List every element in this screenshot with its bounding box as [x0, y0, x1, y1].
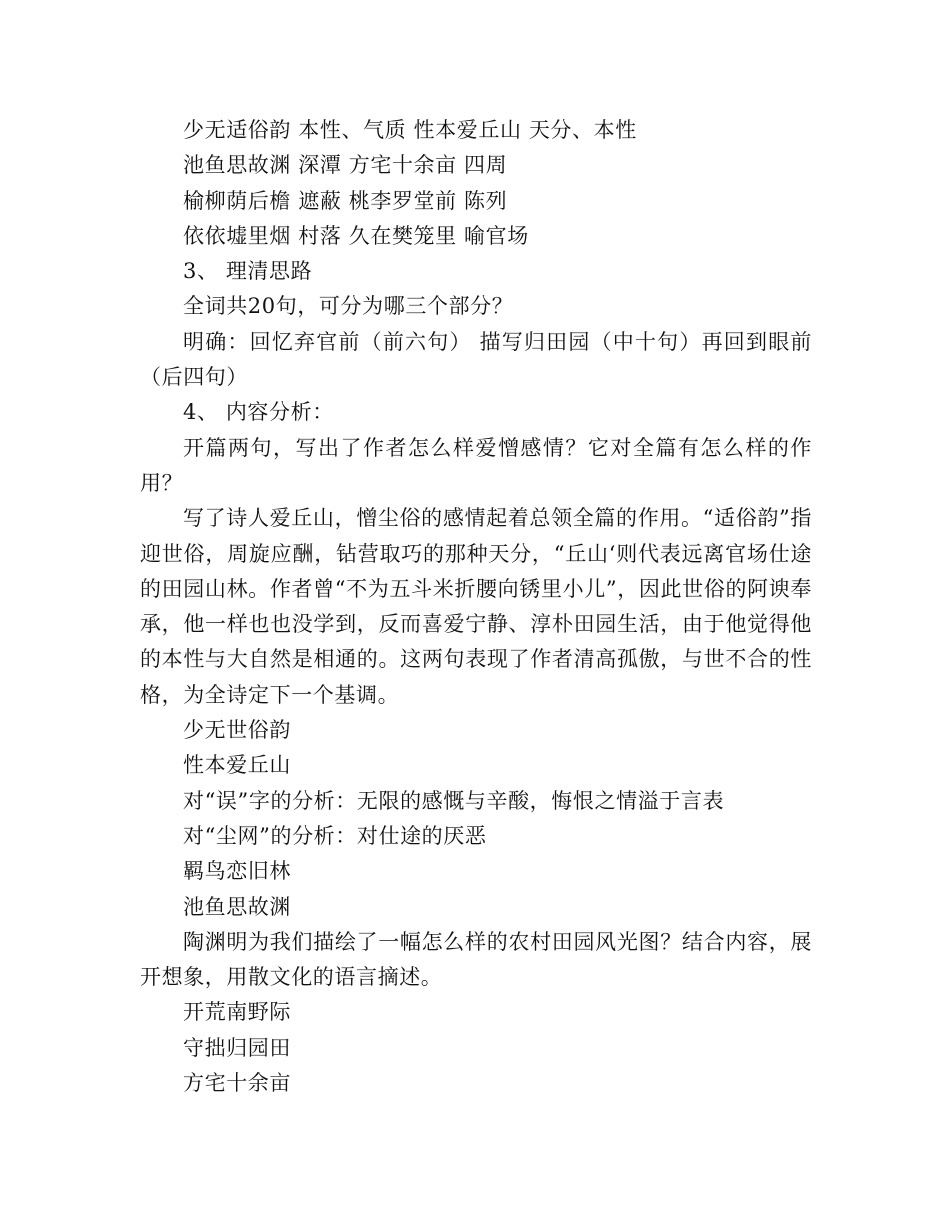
- text-line: 池鱼思故渊 深潭 方宅十余亩 四周: [183, 153, 508, 178]
- question: 全词共20句，可分为哪三个部分？: [183, 294, 514, 319]
- paragraph: 写了诗人爱丘山，憎尘俗的感情起着总领全篇的作用。“适俗韵”指迎世俗，周旋应酬，钻营取巧的那种天分，“丘山‘则代表远离官场仕途的田园山林。作者曾“不为五斗米折腰向锈里小儿”，因此世俗的阿谀奉承，他一样也也没学到，反而喜爱宁静、淳朴田园生活，由于他觉得他的本性与大自然是相通的。这两句表现了作者清高孤傲，与世不合的性格，为全诗定下一个基调。: [140, 506, 812, 707]
- section-heading: 3、 理清思路: [183, 259, 313, 284]
- text-line: 依依墟里烟 村落 久在樊笼里 喻官场: [183, 223, 529, 248]
- poem-line: 守拙归园田: [183, 1035, 291, 1060]
- section-heading: 4、 内容分析：: [183, 400, 334, 425]
- poem-line: 性本爱丘山: [183, 753, 291, 778]
- answer: 明确：回忆弃官前（前六句） 描写归田园（中十句）再回到眼前（后四句）: [140, 329, 812, 390]
- poem-line: 方宅十余亩: [183, 1071, 291, 1096]
- question: 陶渊明为我们描绘了一幅怎么样的农村田园风光图？结合内容，展开想象，用散文化的语言摘述。: [140, 929, 812, 990]
- question: 开篇两句，写出了作者怎么样爱憎感情？它对全篇有怎么样的作用？: [140, 435, 812, 495]
- poem-line: 池鱼思故渊: [183, 894, 291, 919]
- poem-line: 开荒南野际: [183, 1000, 291, 1025]
- analysis-line: 对“误”字的分析：无限的感慨与辛酸，悔恨之情溢于言表: [183, 788, 725, 813]
- analysis-line: 对“尘网”的分析：对仕途的厌恶: [183, 823, 487, 848]
- text-line: 少无适俗韵 本性、气质 性本爱丘山 天分、本性: [183, 118, 637, 142]
- poem-line: 少无世俗韵: [183, 718, 291, 743]
- text-line: 榆柳荫后檐 遮蔽 桃李罗堂前 陈列: [183, 188, 508, 213]
- document-body: [140, 113, 812, 1101]
- poem-line: 羁鸟恋旧林: [183, 859, 291, 884]
